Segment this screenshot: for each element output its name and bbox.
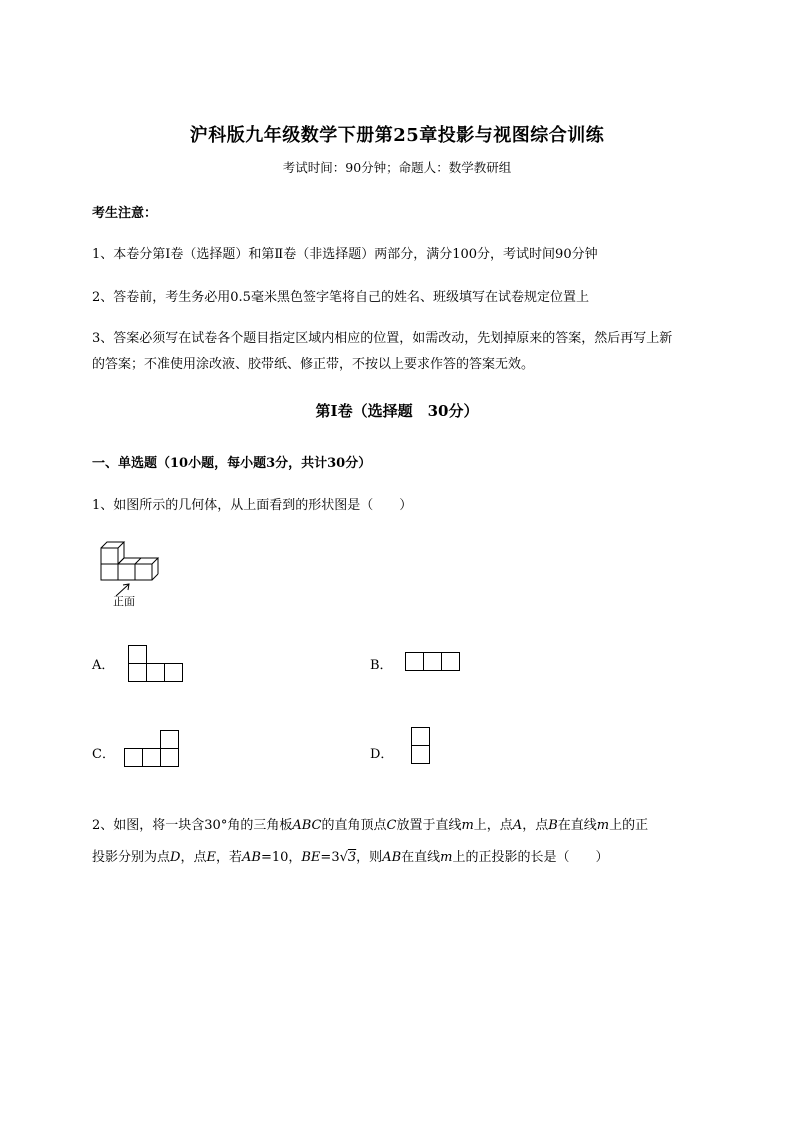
option-a-label[interactable]: A． xyxy=(92,658,115,673)
option-d-label[interactable]: D． xyxy=(370,747,394,762)
notice-item-3-cont: 的答案；不准使用涂改液、胶带纸、修正带，不按以上要求作答的答案无效。 xyxy=(92,357,535,372)
option-b-figure[interactable] xyxy=(405,652,461,671)
page-title: 沪科版九年级数学下册第25章投影与视图综合训练 xyxy=(189,125,605,146)
notice-item-2: 2、答卷前，考生务必用0.5毫米黑色签字笔将自己的姓名、班级填写在试卷规定位置上 xyxy=(92,290,589,305)
notice-item-1: 1、本卷分第I卷（选择题）和第Ⅱ卷（非选择题）两部分，满分100分，考试时间90分钟 xyxy=(92,247,598,262)
page-subtitle: 考试时间：90分钟；命题人：数学教研组 xyxy=(282,160,512,175)
question-2-line-2: 投影分别为点D，点E，若AB=10，BE=3√3，则AB在直线m上的正投影的长是（ ） xyxy=(92,850,609,865)
section-title: 第I卷（选择题 30分） xyxy=(315,402,479,420)
question-1-text: 1、如图所示的几何体，从上面看到的形状图是（ ） xyxy=(92,498,413,513)
option-b-label[interactable]: B． xyxy=(370,658,393,673)
option-a-figure[interactable] xyxy=(128,645,184,682)
notice-heading: 考生注意： xyxy=(92,206,158,221)
question-2-line-1: 2、如图，将一块含30°角的三角板ABC的直角顶点C放置于直线m上，点A，点B在直线m上的正 xyxy=(92,818,649,833)
sqrt-sign: √ xyxy=(339,850,348,865)
option-d-figure[interactable] xyxy=(411,727,430,764)
option-c-figure[interactable] xyxy=(124,730,180,767)
front-view-label: 正面 xyxy=(113,595,135,608)
notice-item-3: 3、答案必须写在试卷各个题目指定区域内相应的位置，如需改动，先划掉原来的答案，然后再写上新 xyxy=(92,331,673,346)
part-heading: 一、单选题（10小题，每小题3分，共计30分） xyxy=(92,456,372,471)
option-c-label[interactable]: C． xyxy=(92,747,115,762)
